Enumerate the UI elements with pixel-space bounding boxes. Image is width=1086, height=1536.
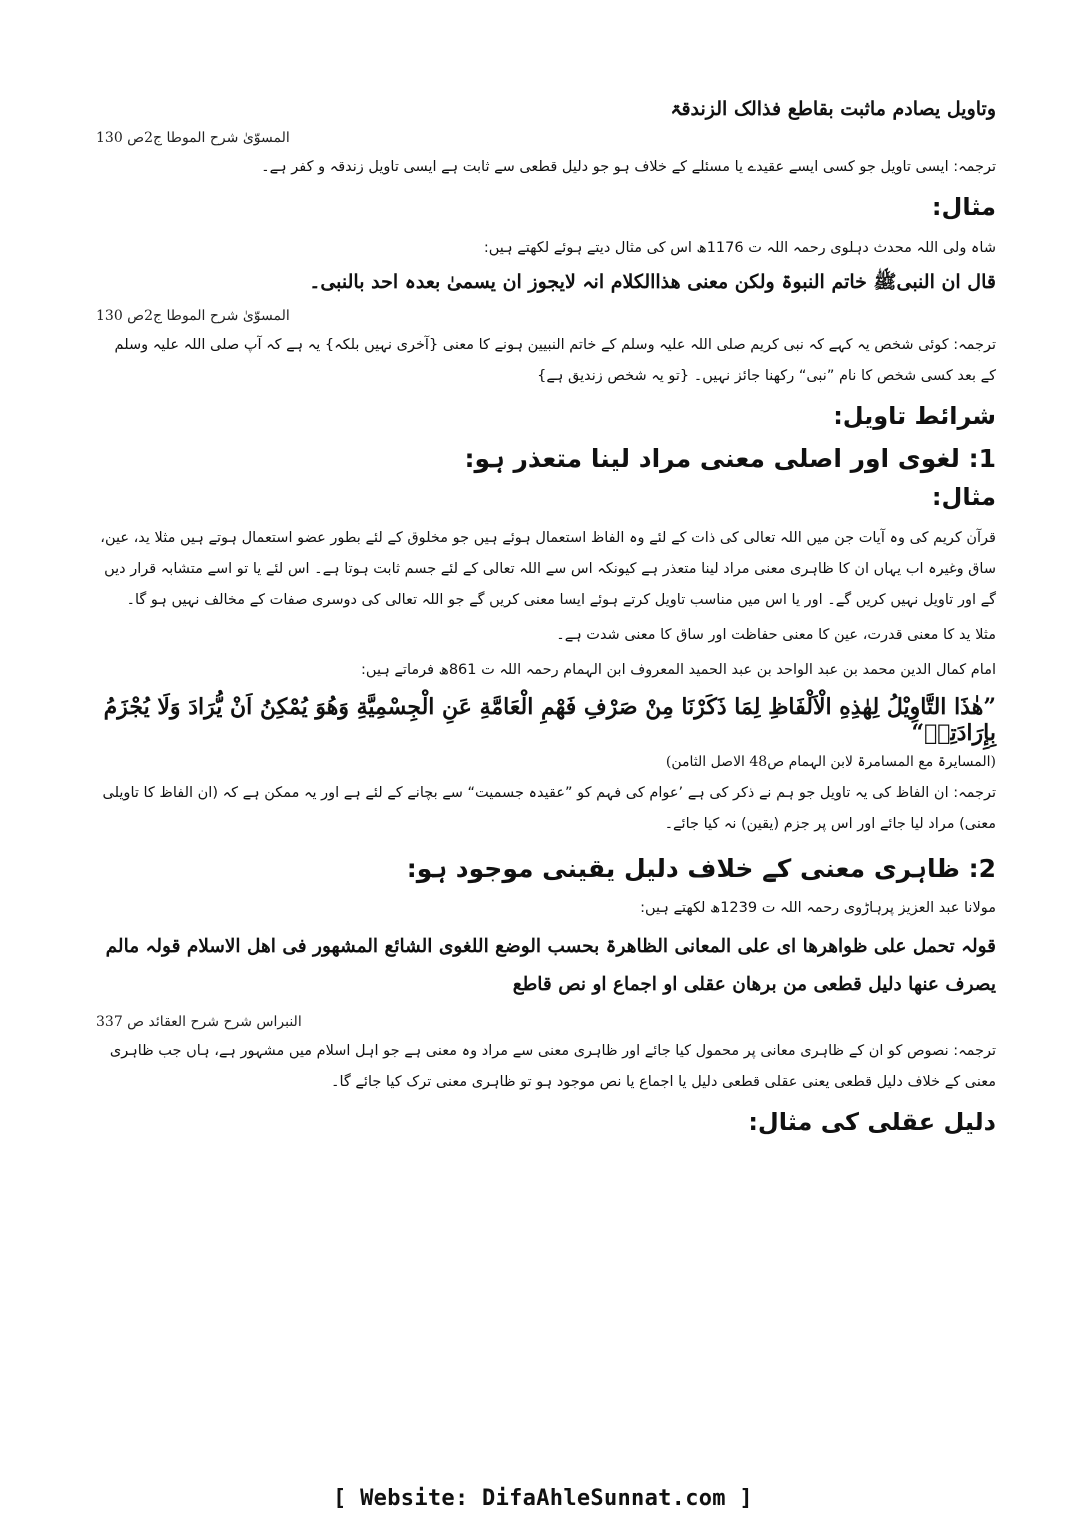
heading-condition-2: 2: ظاہری معنی کے خلاف دلیل یقینی موجود ہو: [406, 854, 996, 883]
heading-misal-2: مثال: [931, 483, 996, 511]
reference-1 [96, 130, 996, 146]
paragraph-2: مثلا ید کا معنی قدرت، عین کا معنی حفاظت اور ساق کا معنی شدت ہے۔ [556, 627, 996, 643]
arabic-quote-4: قولہ تحمل علی ظواھرھا ای علی المعانی الظاھرۃ بحسب الوضع اللغوی الشائع المشھور فی اھل الاسلام قولہ مالم یصرف عنھا دلیل قطعی من برھان عقلی او اجماع او نص قاطع [105, 936, 996, 995]
reference-2 [96, 308, 996, 324]
reference-4 [96, 1014, 996, 1030]
translation-1: ترجمہ: ایسی تاویل جو کسی ایسے عقیدے یا مسئلے کے خلاف ہو جو دلیل قطعی سے ثابت ہے ایسی تاویل زندقہ و کفر ہے۔ [261, 159, 996, 175]
translation-4: ترجمہ: نصوص کو ان کے ظاہری معانی پر محمول کیا جائے اور ظاہری معنی سے مراد وہ معنی ہے جو اہل اسلام میں مشہور ہے، ہاں جب ظاہری معنی کے خلاف دلیل قطعی یعنی عقلی قطعی دلیل یا اجماع یا نص موجود ہو تو ظاہری معنی ترک کیا جائے گا۔ [109, 1043, 996, 1090]
heading-misal-1: مثال: [931, 193, 996, 221]
arabic-quote-1: وتاویل یصادم ماثبت بقاطع فذالک الزندقۃ [670, 98, 996, 120]
reference-2-text: المسوّیٰ شرح الموطا ج2ص 130 [96, 308, 290, 324]
intro-2: امام کمال الدین محمد بن عبد الواحد بن عبد الحمید المعروف ابن الہمام رحمہ اللہ ت 861ھ فرماتے ہیں: [361, 662, 996, 678]
reference-4-text: النبراس شرح شرح العقائد ص 337 [96, 1014, 302, 1030]
source-3: (المسایرۃ مع المسامرۃ لابن الہمام ص48 الاصل الثامن) [665, 754, 996, 770]
heading-sharait: شرائط تاویل: [833, 402, 996, 430]
translation-2: ترجمہ: کوئی شخص یہ کہے کہ نبی کریم صلی اللہ علیہ وسلم کے خاتم النبیین ہونے کا معنی {آخری نہیں بلکہ} یہ ہے کہ آپ صلی اللہ علیہ وسلم کے بعد کسی شخص کا نام ”نبی“ رکھنا جائز نہیں۔ {تو یہ شخص زندیق ہے} [114, 337, 996, 384]
arabic-quote-2: قال ان النبیﷺ خاتم النبوۃ ولکن معنی ھذاالکلام انہ لایجوز ان یسمیٰ بعدہ احد بالنبی۔ [309, 271, 996, 293]
paragraph-1: قرآن کریم کی وہ آیات جن میں اللہ تعالی کی ذات کے لئے وہ الفاظ استعمال ہوئے ہیں جو مخلوق کے لئے بطور عضو استعمال ہوتے ہیں مثلا ید، عین، ساق وغیرہ اب یہاں ان کا ظاہری معنی مراد لینا متعذر ہے کیونکہ اس سے اللہ تعالی کے لئے جسم ثابت ہوتا ہے۔ اس لئے یا تو اسے متشابہ قرار دیں گے اور تاویل نہیں کریں گے۔ اور یا اس میں مناسب تاویل کرتے ہوئے ایسا معنی کریں گے جو اللہ تعالی کی دوسری صفات کے مخالف نہیں ہو گا۔ [100, 530, 996, 608]
reference-1-text: المسوّیٰ شرح الموطا ج2ص 130 [96, 130, 290, 146]
intro-3: مولانا عبد العزیز پرہاڑوی رحمہ اللہ ت 1239ھ لکھتے ہیں: [640, 900, 996, 916]
intro-1: شاہ ولی اللہ محدث دہلوی رحمہ اللہ ت 1176ھ اس کی مثال دیتے ہوئے لکھتے ہیں: [483, 240, 996, 256]
heading-condition-1: 1: لغوی اور اصلی معنی مراد لینا متعذر ہو: [464, 444, 996, 473]
arabic-quote-3: ”هٰذَا التَّاوِیْلُ لِهٰذِهِ الْاَلْفَاظِ لِمَا ذَکَرْنَا مِنْ صَرْفِ فَهْمِ الْعَامَّةِ عَنِ الْجِسْمِیَّةِ وَهُوَ یُمْکِنُ اَنْ یُّرَادَ وَلَا یُجْزَمُ بِإِرَادَتِهٖ“ [103, 694, 996, 746]
heading-daleel: دلیل عقلی کی مثال: [748, 1108, 996, 1136]
website-footer: [ Website: DifaAhleSunnat.com ] [333, 1486, 753, 1511]
translation-3: ترجمہ: ان الفاظ کی یہ تاویل جو ہم نے ذکر کی ہے ’عوام کی فہم کو ”عقیدہ جسمیت“ سے بچانے کے لئے ہے اور یہ ممکن ہے کہ (ان الفاظ کا تاویلی معنی) مراد لیا جائے اور اس پر جزم (یقین) نہ کیا جائے۔ [102, 785, 996, 832]
